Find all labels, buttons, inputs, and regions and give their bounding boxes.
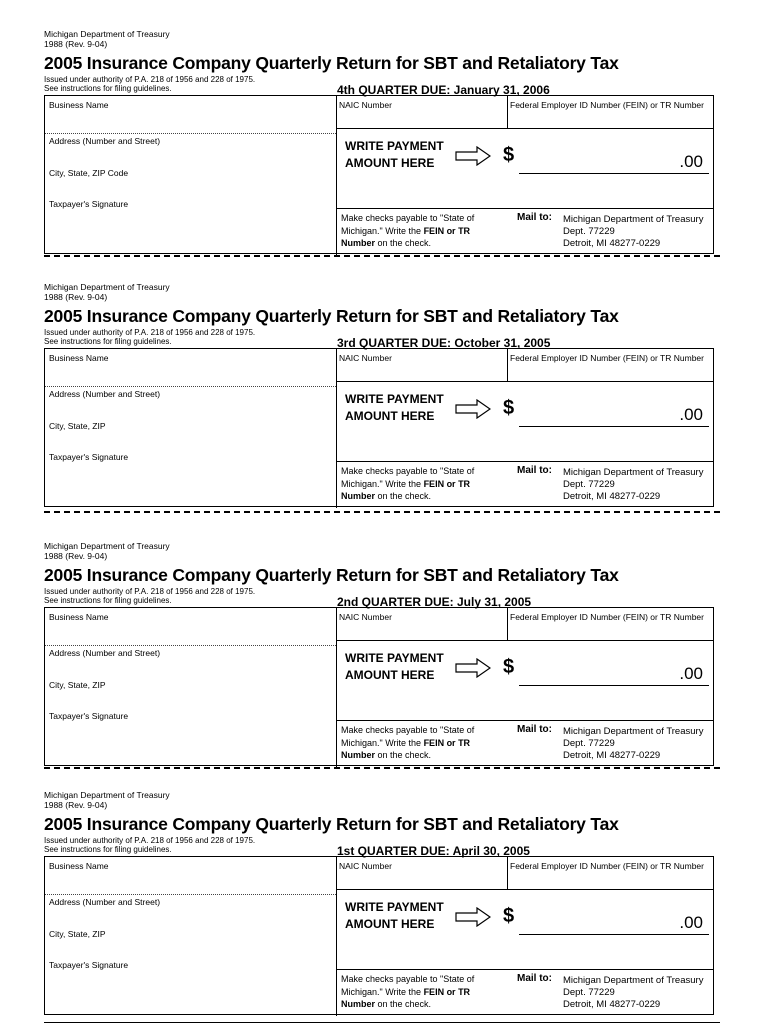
divider xyxy=(45,133,336,134)
business-name-field[interactable]: Business Name xyxy=(49,612,109,622)
check-line-2 xyxy=(341,478,499,491)
business-name-field[interactable]: Business Name xyxy=(49,861,109,871)
write-payment-label xyxy=(345,650,444,684)
divider xyxy=(336,889,714,890)
naic-number-field[interactable]: NAIC Number xyxy=(339,612,392,622)
check-instructions xyxy=(341,973,499,1011)
authority-text: Issued under authority of P.A. 218 of 1956 and 228 of 1975. xyxy=(44,587,256,596)
due-date: 2nd QUARTER DUE: July 31, 2005 xyxy=(337,595,532,609)
check-line-2-text: Michigan." Write the xyxy=(341,225,424,236)
form-number: 1988 (Rev. 9-04) xyxy=(44,551,108,561)
write-payment-text: WRITE PAYMENT xyxy=(345,392,444,406)
check-line-3 xyxy=(341,490,499,503)
city-state-zip-field[interactable]: City, State, ZIP xyxy=(49,421,106,431)
divider xyxy=(507,349,508,381)
fein-field[interactable]: Federal Employer ID Number (FEIN) or TR Number xyxy=(510,353,704,363)
check-line-3-text: on the check. xyxy=(375,999,432,1009)
check-line-3-text: on the check. xyxy=(375,750,432,760)
agency-name: Michigan Department of Treasury xyxy=(44,541,170,551)
divider xyxy=(336,640,714,641)
mail-line-2: Dept. 77229 xyxy=(563,226,615,237)
voucher-q4 xyxy=(0,29,770,269)
mail-line-1: Michigan Department of Treasury xyxy=(563,214,704,225)
divider xyxy=(45,386,336,387)
mail-to-label: Mail to: xyxy=(517,973,552,984)
mail-line-1: Michigan Department of Treasury xyxy=(563,467,704,478)
address-field[interactable]: Address (Number and Street) xyxy=(49,897,161,907)
voucher-box xyxy=(44,348,714,507)
mail-to-label: Mail to: xyxy=(517,724,552,735)
amount-here-text: AMOUNT HERE xyxy=(345,668,435,682)
check-instructions xyxy=(341,212,499,250)
write-payment-text: WRITE PAYMENT xyxy=(345,651,444,665)
arrow-right-icon xyxy=(455,907,491,927)
mail-line-3: Detroit, MI 48277-0229 xyxy=(563,750,661,761)
business-name-field[interactable]: Business Name xyxy=(49,353,109,363)
write-payment-label xyxy=(345,899,444,933)
check-line-2-bold: FEIN or TR xyxy=(423,478,471,489)
check-line-1: Make checks payable to "State of xyxy=(341,725,475,735)
cents-label: .00 xyxy=(679,405,703,424)
check-line-2 xyxy=(341,737,499,750)
check-line-3 xyxy=(341,237,499,250)
write-payment-text: WRITE PAYMENT xyxy=(345,900,444,914)
cut-line xyxy=(44,255,720,257)
write-payment-text: WRITE PAYMENT xyxy=(345,139,444,153)
check-line-3 xyxy=(341,998,499,1011)
cents-label: .00 xyxy=(679,913,703,932)
naic-number-field[interactable]: NAIC Number xyxy=(339,861,392,871)
authority-note xyxy=(44,837,255,854)
instructions-text: See instructions for filing guidelines. xyxy=(44,336,172,346)
authority-note xyxy=(44,329,255,346)
mail-line-3: Detroit, MI 48277-0229 xyxy=(563,999,661,1010)
mail-line-1: Michigan Department of Treasury xyxy=(563,975,704,986)
mail-to-label: Mail to: xyxy=(517,465,552,476)
signature-field[interactable]: Taxpayer's Signature xyxy=(49,711,129,721)
agency-header xyxy=(44,282,170,302)
cents-label: .00 xyxy=(679,664,703,683)
check-line-3-bold: Number xyxy=(341,750,376,760)
mail-line-2: Dept. 77229 xyxy=(563,479,615,490)
mail-line-3: Detroit, MI 48277-0229 xyxy=(563,238,661,249)
authority-text: Issued under authority of P.A. 218 of 1956 and 228 of 1975. xyxy=(44,328,256,337)
city-state-zip-field[interactable]: City, State, ZIP Code xyxy=(49,168,129,178)
check-line-1: Make checks payable to "State of xyxy=(341,974,475,984)
divider xyxy=(336,461,714,462)
divider xyxy=(507,608,508,640)
address-field[interactable]: Address (Number and Street) xyxy=(49,136,161,146)
arrow-right-icon xyxy=(455,146,491,166)
instructions-text: See instructions for filing guidelines. xyxy=(44,595,172,605)
mail-address xyxy=(563,214,703,250)
divider xyxy=(336,208,714,209)
check-line-2-bold: FEIN or TR xyxy=(423,986,471,997)
mail-address xyxy=(563,975,703,1011)
divider xyxy=(45,894,336,895)
write-payment-label xyxy=(345,138,444,172)
bottom-rule xyxy=(44,1022,720,1023)
mail-line-2: Dept. 77229 xyxy=(563,738,615,749)
fein-field[interactable]: Federal Employer ID Number (FEIN) or TR Number xyxy=(510,100,704,110)
authority-note xyxy=(44,76,255,93)
check-line-3-text: on the check. xyxy=(375,238,432,248)
check-line-1: Make checks payable to "State of xyxy=(341,466,475,476)
amount-here-text: AMOUNT HERE xyxy=(345,917,435,931)
voucher-box xyxy=(44,856,714,1015)
amount-here-text: AMOUNT HERE xyxy=(345,409,435,423)
amount-line[interactable] xyxy=(519,426,709,427)
cut-line xyxy=(44,511,720,513)
cents-label: .00 xyxy=(679,152,703,171)
check-line-3 xyxy=(341,749,499,762)
mail-address xyxy=(563,467,703,503)
form-title: 2005 Insurance Company Quarterly Return for SBT and Retaliatory Tax xyxy=(44,814,619,834)
fein-field[interactable]: Federal Employer ID Number (FEIN) or TR Number xyxy=(510,612,704,622)
check-line-3-bold: Number xyxy=(341,999,376,1009)
divider xyxy=(507,857,508,889)
check-line-2-text: Michigan." Write the xyxy=(341,737,424,748)
voucher-box xyxy=(44,95,714,254)
cut-line xyxy=(44,767,720,769)
naic-number-field[interactable]: NAIC Number xyxy=(339,100,392,110)
fein-field[interactable]: Federal Employer ID Number (FEIN) or TR Number xyxy=(510,861,704,871)
divider xyxy=(336,381,714,382)
dollar-sign: $ xyxy=(503,397,515,419)
signature-field[interactable]: Taxpayer's Signature xyxy=(49,199,129,209)
check-line-3-bold: Number xyxy=(341,238,376,248)
mail-address xyxy=(563,726,703,762)
form-number: 1988 (Rev. 9-04) xyxy=(44,39,108,49)
agency-header xyxy=(44,790,170,810)
check-line-2-bold: FEIN or TR xyxy=(423,737,471,748)
address-field[interactable]: Address (Number and Street) xyxy=(49,648,161,658)
authority-text: Issued under authority of P.A. 218 of 1956 and 228 of 1975. xyxy=(44,75,256,84)
divider xyxy=(336,608,337,767)
signature-field[interactable]: Taxpayer's Signature xyxy=(49,960,129,970)
amount-line[interactable] xyxy=(519,934,709,935)
check-line-2-text: Michigan." Write the xyxy=(341,986,424,997)
arrow-right-icon xyxy=(455,399,491,419)
amount-line[interactable] xyxy=(519,685,709,686)
check-line-2-bold: FEIN or TR xyxy=(423,225,471,236)
authority-note xyxy=(44,588,255,605)
amount-here-text: AMOUNT HERE xyxy=(345,156,435,170)
voucher-q1 xyxy=(0,790,770,1030)
check-line-2-text: Michigan." Write the xyxy=(341,478,424,489)
due-date: 4th QUARTER DUE: January 31, 2006 xyxy=(337,83,550,97)
mail-line-1: Michigan Department of Treasury xyxy=(563,726,704,737)
authority-text: Issued under authority of P.A. 218 of 1956 and 228 of 1975. xyxy=(44,836,256,845)
voucher-q3 xyxy=(0,282,770,522)
mail-to-label: Mail to: xyxy=(517,212,552,223)
voucher-box xyxy=(44,607,714,766)
write-payment-label xyxy=(345,391,444,425)
form-number: 1988 (Rev. 9-04) xyxy=(44,292,108,302)
agency-name: Michigan Department of Treasury xyxy=(44,790,170,800)
due-date: 3rd QUARTER DUE: October 31, 2005 xyxy=(337,336,551,350)
agency-header xyxy=(44,541,170,561)
check-line-3-text: on the check. xyxy=(375,491,432,501)
divider xyxy=(45,645,336,646)
form-title: 2005 Insurance Company Quarterly Return for SBT and Retaliatory Tax xyxy=(44,306,619,326)
dollar-sign: $ xyxy=(503,656,515,678)
form-number: 1988 (Rev. 9-04) xyxy=(44,800,108,810)
instructions-text: See instructions for filing guidelines. xyxy=(44,844,172,854)
arrow-right-icon xyxy=(455,658,491,678)
signature-field[interactable]: Taxpayer's Signature xyxy=(49,452,129,462)
instructions-text: See instructions for filing guidelines. xyxy=(44,83,172,93)
city-state-zip-field[interactable]: City, State, ZIP xyxy=(49,929,106,939)
divider xyxy=(336,96,337,255)
business-name-field[interactable]: Business Name xyxy=(49,100,109,110)
divider xyxy=(336,969,714,970)
city-state-zip-field[interactable]: City, State, ZIP xyxy=(49,680,106,690)
divider xyxy=(336,349,337,508)
check-line-2 xyxy=(341,225,499,238)
check-instructions xyxy=(341,724,499,762)
amount-line[interactable] xyxy=(519,173,709,174)
divider xyxy=(336,857,337,1016)
agency-header xyxy=(44,29,170,49)
divider xyxy=(507,96,508,128)
voucher-q2 xyxy=(0,541,770,781)
form-title: 2005 Insurance Company Quarterly Return for SBT and Retaliatory Tax xyxy=(44,53,619,73)
naic-number-field[interactable]: NAIC Number xyxy=(339,353,392,363)
agency-name: Michigan Department of Treasury xyxy=(44,282,170,292)
check-line-2 xyxy=(341,986,499,999)
divider xyxy=(336,720,714,721)
form-title: 2005 Insurance Company Quarterly Return for SBT and Retaliatory Tax xyxy=(44,565,619,585)
divider xyxy=(336,128,714,129)
check-line-3-bold: Number xyxy=(341,491,376,501)
agency-name: Michigan Department of Treasury xyxy=(44,29,170,39)
check-line-1: Make checks payable to "State of xyxy=(341,213,475,223)
address-field[interactable]: Address (Number and Street) xyxy=(49,389,161,399)
dollar-sign: $ xyxy=(503,144,515,166)
check-instructions xyxy=(341,465,499,503)
dollar-sign: $ xyxy=(503,905,515,927)
mail-line-3: Detroit, MI 48277-0229 xyxy=(563,491,661,502)
due-date: 1st QUARTER DUE: April 30, 2005 xyxy=(337,844,530,858)
mail-line-2: Dept. 77229 xyxy=(563,987,615,998)
